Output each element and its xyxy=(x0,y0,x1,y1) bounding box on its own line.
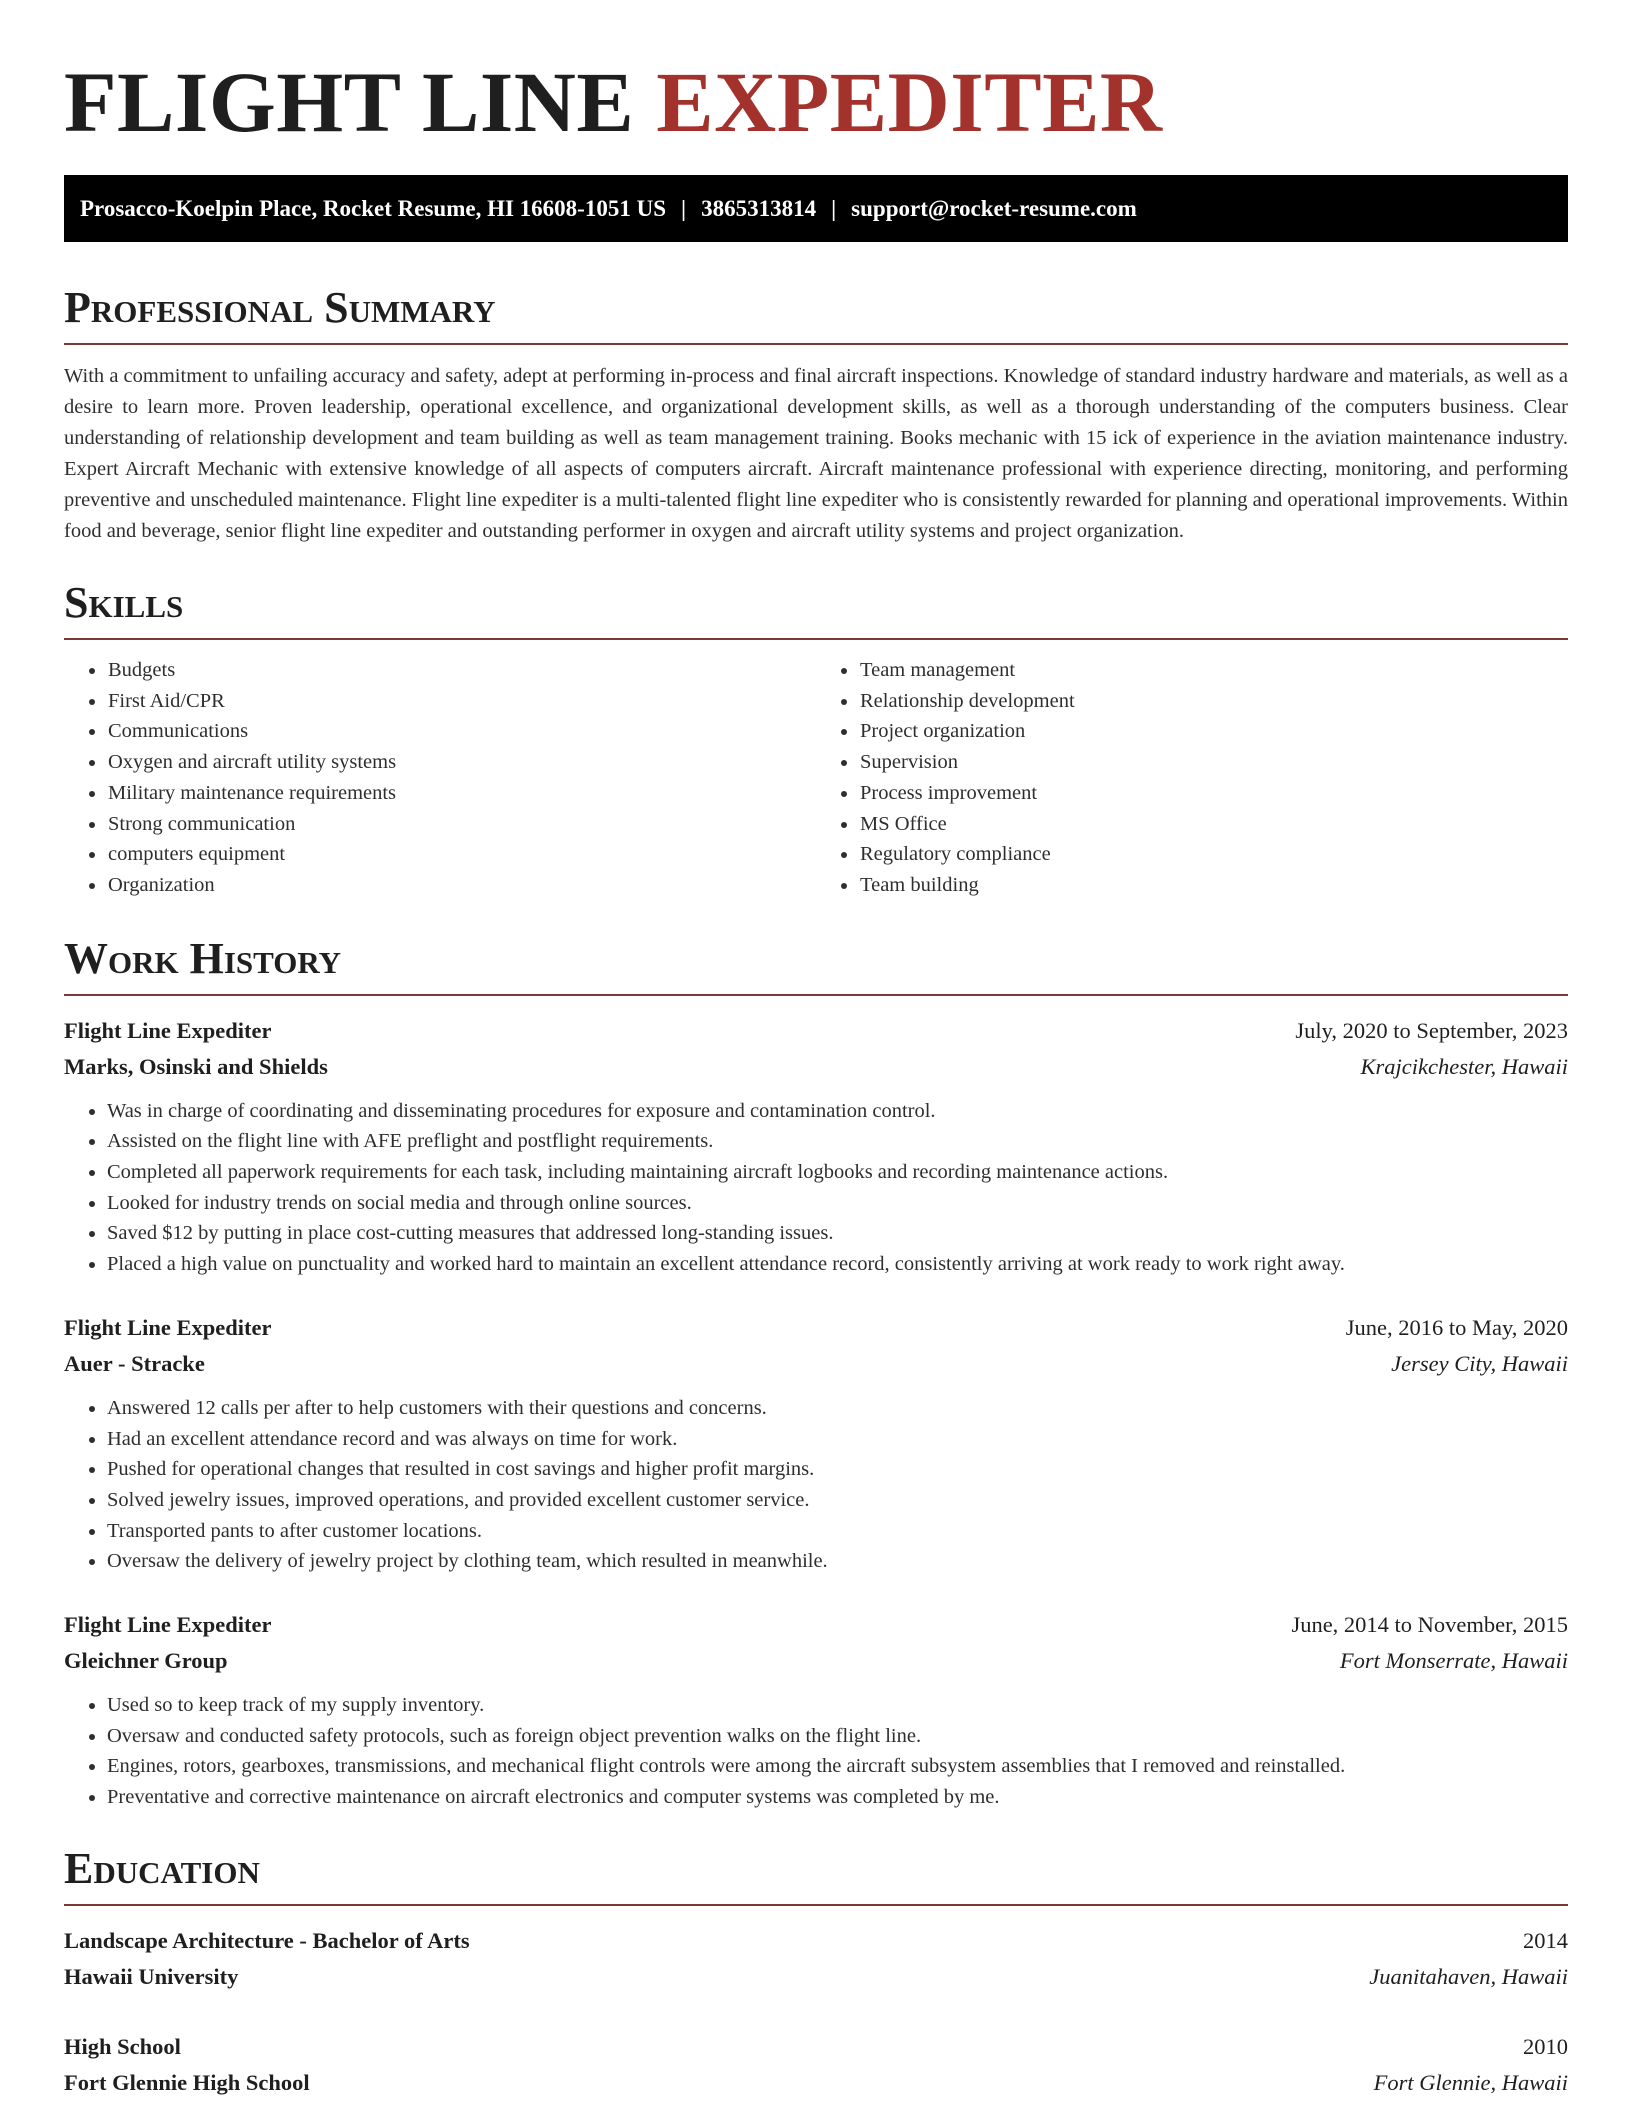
skill-item: • Oxygen and aircraft utility systems xyxy=(107,747,816,778)
job-bullet: • Was in charge of coordinating and disseminating procedures for exposure and contamination control. xyxy=(107,1096,1568,1127)
education-school-row xyxy=(64,2065,1568,2101)
skill-item: • Military maintenance requirements xyxy=(107,778,816,809)
job-bullet: • Engines, rotors, gearboxes, transmissions, and mechanical flight controls were among the aircraft subsystem assemblies that I removed and reinstalled. xyxy=(107,1751,1568,1782)
job-dates: July, 2020 to September, 2023 xyxy=(1295,1017,1568,1043)
job-dates: June, 2014 to November, 2015 xyxy=(1291,1612,1568,1638)
job-header-row xyxy=(64,1310,1568,1346)
skill-item: • Process improvement xyxy=(859,778,1568,809)
job-dates: June, 2016 to May, 2020 xyxy=(1345,1314,1568,1340)
job-entry xyxy=(64,1607,1568,1813)
job-company: Auer - Stracke xyxy=(64,1350,205,1376)
skill-item: • First Aid/CPR xyxy=(107,686,816,717)
job-company-row xyxy=(64,1049,1568,1085)
skills-column-left xyxy=(64,655,816,901)
skills-heading: Skills xyxy=(64,577,1568,640)
job-bullet: • Oversaw the delivery of jewelry project by clothing team, which resulted in meanwhile. xyxy=(107,1546,1568,1577)
job-header-row xyxy=(64,1607,1568,1643)
job-entry xyxy=(64,1310,1568,1577)
job-bullets xyxy=(64,1690,1568,1813)
education-degree: Landscape Architecture - Bachelor of Arts xyxy=(64,1927,470,1953)
job-bullet: • Assisted on the flight line with AFE preflight and postflight requirements. xyxy=(107,1126,1568,1157)
skill-item: • MS Office xyxy=(859,809,1568,840)
job-bullet: • Used so to keep track of my supply inventory. xyxy=(107,1690,1568,1721)
education-year: 2010 xyxy=(1523,2033,1568,2059)
job-bullet: • Looked for industry trends on social media and through online sources. xyxy=(107,1188,1568,1219)
summary-heading: Professional Summary xyxy=(64,282,1568,345)
contact-address: Prosacco-Koelpin Place, Rocket Resume, HI 16608-1051 US xyxy=(80,195,666,221)
job-role: Flight Line Expediter xyxy=(64,1314,272,1340)
contact-separator: | xyxy=(681,195,687,221)
education-degree-row xyxy=(64,1923,1568,1959)
skill-item: • Budgets xyxy=(107,655,816,686)
education-school: Fort Glennie High School xyxy=(64,2069,310,2095)
title-part-2: EXPEDITER xyxy=(656,54,1163,150)
summary-text: With a commitment to unfailing accuracy and safety, adept at performing in-process and final aircraft inspections. Knowledge of standard industry hardware and materials, as well as a desire to learn more. Proven leadership, operational excellence, and organizational development skills, as well as a thorough understanding of the computers business. Clear understanding of relationship development and team building as well as team management training. Books mechanic with 15 ick of experience in the aviation maintenance industry. Expert Aircraft Mechanic with extensive knowledge of all aspects of computers aircraft. Aircraft maintenance professional with experience directing, monitoring, and performing preventive and unscheduled maintenance. Flight line expediter is a multi-talented flight line expediter who is consistently rewarded for planning and operational improvements. Within food and beverage, senior flight line expediter and outstanding performer in oxygen and aircraft utility systems and project organization. xyxy=(64,365,1568,542)
job-role: Flight Line Expediter xyxy=(64,1612,272,1638)
job-header-row xyxy=(64,1013,1568,1049)
job-bullet: • Completed all paperwork requirements for each task, including maintaining aircraft logbooks and recording maintenance actions. xyxy=(107,1157,1568,1188)
skill-item: • Regulatory compliance xyxy=(859,839,1568,870)
work-history-heading: Work History xyxy=(64,933,1568,996)
skill-item: • Communications xyxy=(107,716,816,747)
job-bullet: • Solved jewelry issues, improved operations, and provided excellent customer service. xyxy=(107,1485,1568,1516)
job-location: Fort Monserrate, Hawaii xyxy=(1339,1648,1568,1674)
skill-item: • computers equipment xyxy=(107,839,816,870)
skill-item: • Strong communication xyxy=(107,809,816,840)
contact-phone: 3865313814 xyxy=(701,195,817,221)
education-heading: Education xyxy=(64,1843,1568,1906)
skill-item: • Supervision xyxy=(859,747,1568,778)
education-location: Fort Glennie, Hawaii xyxy=(1373,2069,1568,2095)
job-location: Jersey City, Hawaii xyxy=(1391,1350,1568,1376)
job-entry xyxy=(64,1013,1568,1280)
skill-item: • Project organization xyxy=(859,716,1568,747)
job-bullet: • Had an excellent attendance record and was always on time for work. xyxy=(107,1424,1568,1455)
job-company: Gleichner Group xyxy=(64,1648,228,1674)
job-company: Marks, Osinski and Shields xyxy=(64,1053,328,1079)
education-location: Juanitahaven, Hawaii xyxy=(1369,1963,1568,1989)
job-bullet: • Transported pants to after customer locations. xyxy=(107,1516,1568,1547)
education-year: 2014 xyxy=(1523,1927,1568,1953)
job-bullet: • Preventative and corrective maintenance on aircraft electronics and computer systems was completed by me. xyxy=(107,1782,1568,1813)
job-company-row xyxy=(64,1346,1568,1382)
job-location: Krajcikchester, Hawaii xyxy=(1360,1053,1568,1079)
job-company-row xyxy=(64,1643,1568,1679)
title-part-1: FLIGHT LINE xyxy=(64,54,635,150)
job-bullet: • Placed a high value on punctuality and worked hard to maintain an excellent attendance record, consistently arriving at work ready to work right away. xyxy=(107,1249,1568,1280)
job-bullet: • Answered 12 calls per after to help customers with their questions and concerns. xyxy=(107,1393,1568,1424)
contact-bar xyxy=(64,175,1568,242)
skill-item: • Relationship development xyxy=(859,686,1568,717)
job-role: Flight Line Expediter xyxy=(64,1017,272,1043)
skill-item: • Team building xyxy=(859,870,1568,901)
education-school: Hawaii University xyxy=(64,1963,239,1989)
education-degree-row xyxy=(64,2029,1568,2065)
job-bullets xyxy=(64,1393,1568,1577)
education-entry xyxy=(64,1923,1568,1995)
job-bullets xyxy=(64,1096,1568,1280)
education-entry xyxy=(64,2029,1568,2101)
education-school-row xyxy=(64,1959,1568,1995)
job-bullet: • Oversaw and conducted safety protocols, such as foreign object prevention walks on the flight line. xyxy=(107,1721,1568,1752)
education-degree: High School xyxy=(64,2033,181,2059)
skills-column-right xyxy=(816,655,1568,901)
job-bullet: • Pushed for operational changes that resulted in cost savings and higher profit margins. xyxy=(107,1454,1568,1485)
job-bullet: • Saved $12 by putting in place cost-cutting measures that addressed long-standing issues. xyxy=(107,1218,1568,1249)
resume-title xyxy=(64,0,1568,152)
skill-item: • Organization xyxy=(107,870,816,901)
skill-item: • Team management xyxy=(859,655,1568,686)
skills-list xyxy=(64,655,1568,901)
contact-email: support@rocket-resume.com xyxy=(851,195,1137,221)
contact-separator: | xyxy=(831,195,837,221)
